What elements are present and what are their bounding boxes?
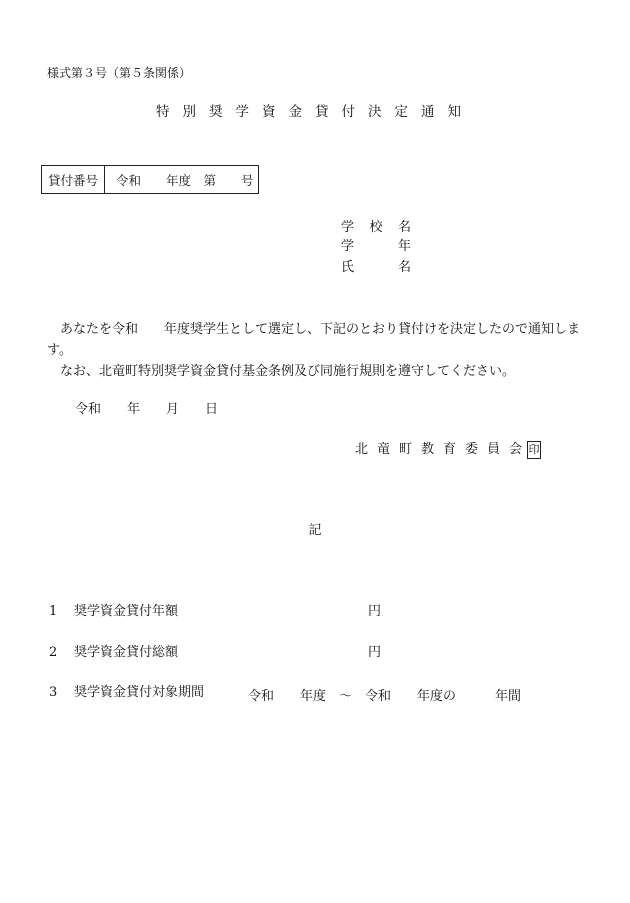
notice-body	[47, 319, 587, 382]
name-label-char: 氏	[341, 260, 355, 275]
issuer-line	[355, 441, 541, 459]
grade-label-char: 学	[341, 239, 355, 254]
date-line: 令和 年 月 日	[75, 402, 219, 417]
school-label-char: 校	[369, 220, 383, 235]
item-label: 奨学資金貸付対象期間	[74, 685, 205, 700]
body-paragraph-2: なお、北竜町特別奨学資金貸付基金条例及び同施行規則を遵守してください。	[60, 364, 516, 379]
document-title: 特別奨学資金貸付決定通知	[156, 104, 474, 120]
item-unit-yen: 円	[368, 604, 382, 619]
loan-number-label: 貸付番号	[42, 166, 105, 193]
school-name-label	[341, 220, 411, 237]
item-label: 奨学資金貸付総額	[74, 645, 179, 660]
name-label	[341, 260, 411, 277]
body-paragraph-1: あなたを令和 年度奨学生として選定し、下記のとおり貸付けを決定したので通知します。	[47, 322, 581, 358]
item-number: 1	[49, 604, 58, 619]
item-total-amount	[49, 645, 178, 662]
name-label-char: 名	[397, 260, 411, 275]
loan-number-value: 令和 年度 第 号	[116, 172, 254, 188]
item-number: 3	[49, 685, 58, 700]
item-unit-yen: 円	[368, 645, 382, 660]
item-annual-amount	[49, 604, 178, 621]
item-loan-period	[49, 685, 204, 702]
seal-mark: 印	[527, 441, 541, 459]
issuer-name: 北竜町教育委員会	[355, 441, 532, 457]
school-label-char: 名	[397, 220, 411, 235]
form-number: 様式第３号（第５条関係）	[47, 66, 192, 80]
loan-number-box	[41, 165, 259, 194]
item-number: 2	[49, 645, 58, 660]
ki-heading: 記	[308, 523, 322, 538]
item-period-value: 令和 年度 ～ 令和 年度の 年間	[248, 689, 522, 704]
school-label-char: 学	[341, 220, 355, 235]
grade-label	[341, 239, 411, 256]
item-label: 奨学資金貸付年額	[74, 604, 179, 619]
grade-label-char: 年	[397, 239, 411, 254]
